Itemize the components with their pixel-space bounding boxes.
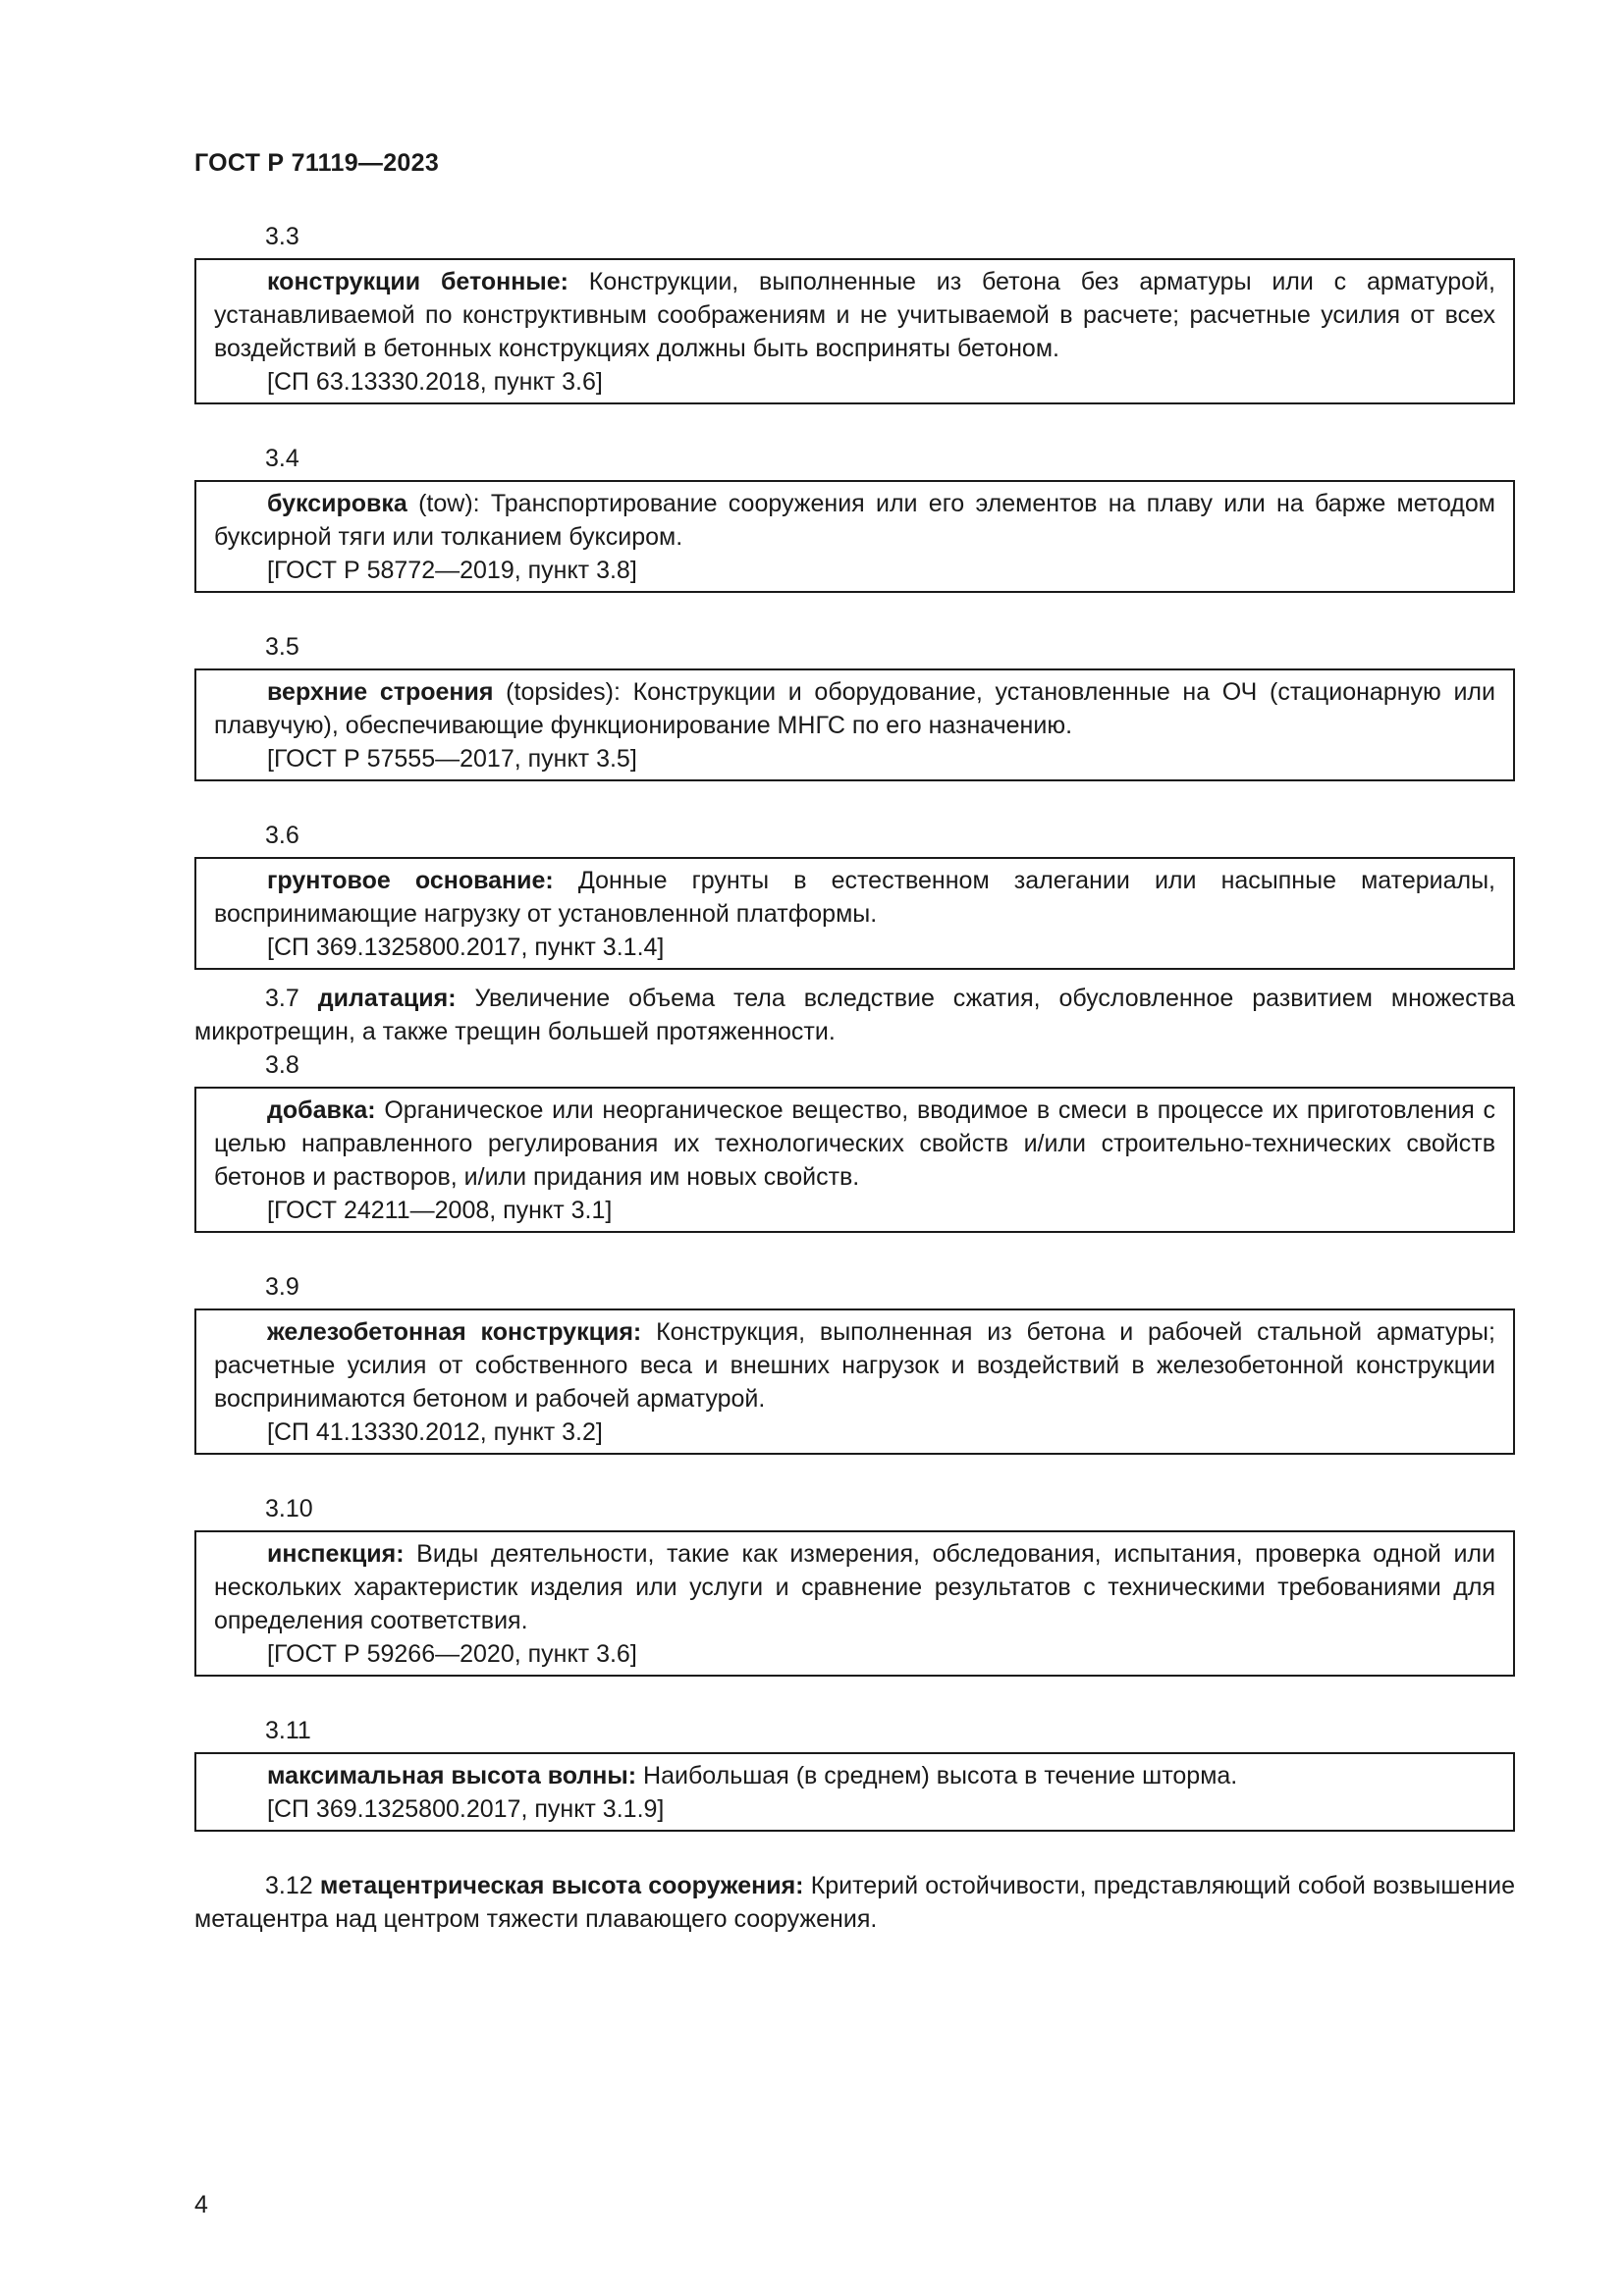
terms-content: [194, 220, 1515, 1936]
entry-number: 3.6: [265, 822, 299, 849]
term-source: [СП 63.13330.2018, пункт 3.6]: [267, 368, 603, 396]
term-box: [194, 1087, 1515, 1233]
term-box: [194, 857, 1515, 970]
entry-number: 3.7: [265, 985, 299, 1012]
entry-number: 3.10: [265, 1495, 313, 1522]
entry-number: 3.5: [265, 633, 299, 661]
term-source: [ГОСТ Р 59266—2020, пункт 3.6]: [267, 1640, 637, 1668]
term-text: Транспортирование сооружения или его элементов на плаву или на барже методом буксирной тяги или толканием буксиром.: [214, 490, 1495, 551]
term-text: Конструкции и оборудование, установленные на ОЧ (стационарную или плавучую), обеспечивающие функционирование МНГС по его назначению.: [214, 678, 1495, 739]
term-paragraph: [194, 1869, 1515, 1936]
term-text: Органическое или неорганическое вещество, вводимое в смеси в процессе их приготовления с целью направленного регулирования их технологических свойств и/или строительно-технических свойств бетонов и растворов, и/или придания им новых свойств.: [214, 1096, 1495, 1191]
term-box: [194, 480, 1515, 593]
entry-number: 3.11: [265, 1717, 311, 1744]
term-definition: [214, 1759, 1495, 1792]
term-source: [СП 41.13330.2012, пункт 3.2]: [267, 1418, 603, 1446]
term-text: Увеличение объема тела вследствие сжатия, обусловленное развитием множества микротрещин, а также трещин большей протяженности.: [194, 985, 1515, 1045]
entry-number: 3.9: [265, 1273, 299, 1301]
term-source: [ГОСТ Р 58772—2019, пункт 3.8]: [267, 557, 637, 584]
term-definition: [214, 487, 1495, 554]
term-text: Наибольшая (в среднем) высота в течение шторма.: [636, 1762, 1238, 1789]
entry-number: 3.3: [265, 223, 299, 250]
term-box: [194, 1530, 1515, 1677]
term-name: метацентрическая высота сооружения:: [319, 1872, 804, 1899]
term-box: [194, 668, 1515, 781]
term-name: буксировка: [267, 490, 407, 517]
term-definition: [214, 1094, 1495, 1194]
term-english: (topsides):: [493, 678, 621, 706]
term-english: (tow):: [406, 490, 480, 517]
term-source: [ГОСТ Р 57555—2017, пункт 3.5]: [267, 745, 637, 773]
term-name: максимальная высота волны:: [267, 1762, 637, 1789]
entry-number: 3.8: [265, 1051, 299, 1079]
term-box: [194, 1308, 1515, 1455]
term-definition: [214, 265, 1495, 365]
term-definition: [214, 1537, 1495, 1637]
term-text: Конструкция, выполненная из бетона и рабочей стальной арматуры; расчетные усилия от собственного веса и внешних нагрузок и воздействий в железобетонной конструкции воспринимаются бетоном и рабочей арматурой.: [214, 1318, 1495, 1413]
term-text: Критерий остойчивости, представляющий собой возвышение метацентра над центром тяжести плавающего сооружения.: [194, 1872, 1515, 1933]
entry-number: 3.4: [265, 445, 299, 472]
term-name: конструкции бетонные:: [267, 268, 568, 295]
term-text: Конструкции, выполненные из бетона без арматуры или с арматурой, устанавливаемой по конструктивным соображениям и не учитываемой в расчете; расчетные усилия от всех воздействий в бетонных конструкциях должны быть восприняты бетоном.: [214, 268, 1495, 362]
page-number: 4: [194, 2191, 208, 2218]
term-name: грунтовое основание:: [267, 867, 554, 894]
term-name: добавка:: [267, 1096, 376, 1124]
term-paragraph: [194, 982, 1515, 1048]
term-box: [194, 1752, 1515, 1832]
term-source: [ГОСТ 24211—2008, пункт 3.1]: [267, 1197, 613, 1224]
document-header: ГОСТ Р 71119—2023: [194, 149, 440, 177]
term-definition: [214, 864, 1495, 931]
term-name: дилатация:: [317, 985, 457, 1012]
term-source: [СП 369.1325800.2017, пункт 3.1.9]: [267, 1795, 665, 1823]
entry-number: 3.12: [265, 1872, 313, 1899]
term-definition: [214, 1315, 1495, 1415]
term-text: Виды деятельности, такие как измерения, обследования, испытания, проверка одной или нескольких характеристик изделия или услуги и сравнение результатов с техническими требованиями для определения соответствия.: [214, 1540, 1495, 1634]
term-name: верхние строения: [267, 678, 494, 706]
term-box: [194, 258, 1515, 404]
term-definition: [214, 675, 1495, 742]
term-name: инспекция:: [267, 1540, 405, 1568]
term-text: Донные грунты в естественном залегании или насыпные материалы, воспринимающие нагрузку от установленной платформы.: [214, 867, 1495, 928]
term-source: [СП 369.1325800.2017, пункт 3.1.4]: [267, 934, 665, 961]
term-name: железобетонная конструкция:: [267, 1318, 642, 1346]
